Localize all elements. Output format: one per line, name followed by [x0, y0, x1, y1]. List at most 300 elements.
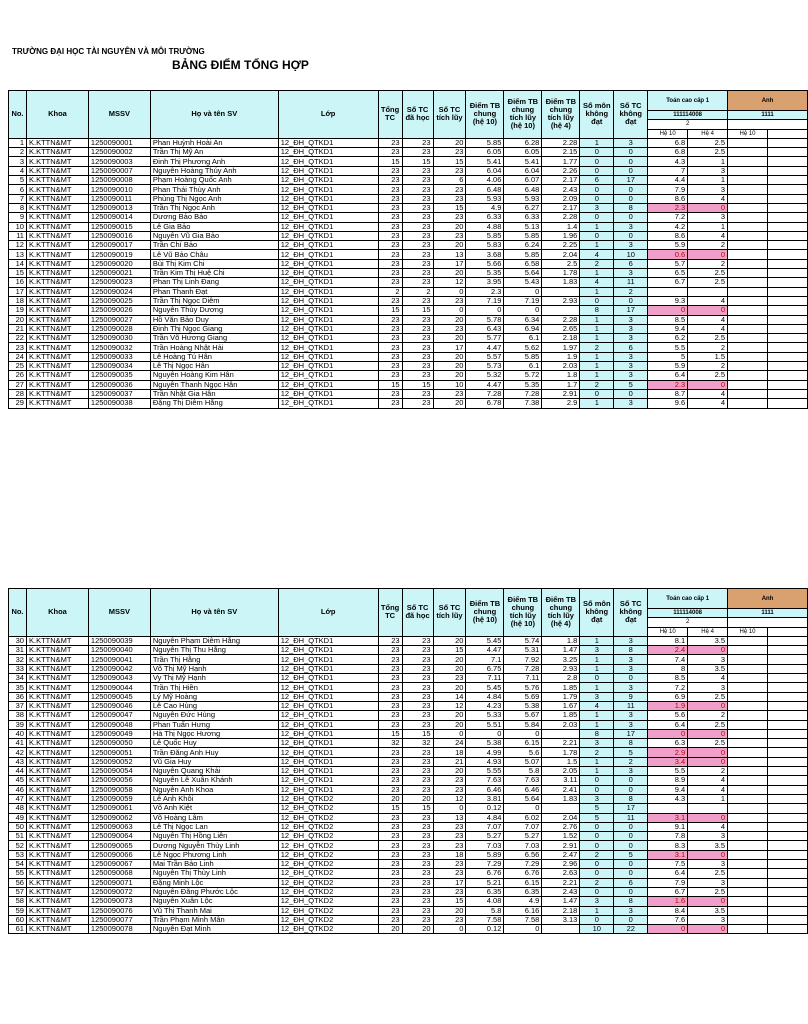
table-cell: Nguyễn Thị Thùy Linh	[150, 869, 278, 878]
table-row	[9, 636, 808, 645]
table-cell: 9.4	[648, 324, 688, 333]
table-cell: 12_ĐH_QTKD1	[278, 166, 378, 175]
table-cell: Phan Tuấn Hưng	[150, 720, 278, 729]
table-cell	[767, 692, 807, 701]
table-cell: 12_ĐH_QTKD1	[278, 213, 378, 222]
table-cell: 6.35	[504, 887, 542, 896]
table-cell: 2.5	[688, 371, 728, 380]
table-cell: 12_ĐH_QTKD1	[278, 389, 378, 398]
table-cell: 5.9	[648, 241, 688, 250]
table-cell: 7.29	[466, 860, 504, 869]
table-cell	[728, 674, 768, 683]
table-cell: 3	[614, 315, 648, 324]
table-row	[9, 925, 808, 934]
table-cell: 20	[433, 371, 466, 380]
table-cell: 24	[9, 352, 27, 361]
table-cell: 7.2	[648, 213, 688, 222]
table-cell: 1250090063	[88, 822, 150, 831]
table-cell: 3	[614, 711, 648, 720]
table-cell: 1.83	[542, 278, 580, 287]
table-cell: 2.25	[542, 241, 580, 250]
table-cell: 20	[433, 655, 466, 664]
table-cell: 0	[688, 646, 728, 655]
table-cell	[728, 222, 768, 231]
table-cell: 23	[402, 711, 433, 720]
subject-2-code: 1111	[728, 111, 808, 120]
table-cell: 0	[688, 897, 728, 906]
table-cell: 6.46	[504, 785, 542, 794]
table-cell: 12_ĐH_QTKD1	[278, 767, 378, 776]
empty-header	[767, 627, 807, 636]
table-cell: 58	[9, 897, 27, 906]
table-cell: 23	[378, 176, 402, 185]
table-cell: 1250090078	[88, 925, 150, 934]
table-cell: 6.34	[504, 315, 542, 324]
table-cell: 2	[580, 259, 614, 268]
table-cell: 1250090002	[88, 148, 150, 157]
table-cell: 4	[688, 231, 728, 240]
table-row	[9, 269, 808, 278]
table-cell	[767, 701, 807, 710]
table-cell: 5.8	[466, 906, 504, 915]
table-cell: 1	[580, 664, 614, 673]
table-cell: 6.33	[504, 213, 542, 222]
table-cell: 23	[378, 213, 402, 222]
table-cell: 23	[378, 278, 402, 287]
table-cell: 3	[580, 203, 614, 212]
table-cell: 0	[614, 915, 648, 924]
table-row	[9, 213, 808, 222]
table-cell	[728, 362, 768, 371]
table-cell: Trần Nhật Gia Hân	[150, 389, 278, 398]
table-cell: 23	[402, 860, 433, 869]
table-row	[9, 352, 808, 361]
table-cell: 6.04	[504, 166, 542, 175]
table-cell	[767, 324, 807, 333]
table-cell: 26	[9, 371, 27, 380]
table-cell: K.KTTN&MT	[26, 692, 88, 701]
table-cell: 12_ĐH_QTKD1	[278, 692, 378, 701]
table-cell: 23	[378, 399, 402, 408]
table-cell: 1250090073	[88, 897, 150, 906]
table-cell: Phan Thái Thùy Anh	[150, 185, 278, 194]
table-cell	[728, 269, 768, 278]
table-cell: 1250090007	[88, 166, 150, 175]
table-cell: 32	[9, 655, 27, 664]
table-cell: K.KTTN&MT	[26, 352, 88, 361]
subject-2-credits	[728, 618, 808, 627]
table-cell: 23	[378, 841, 402, 850]
table-cell: 15	[402, 729, 433, 738]
table-cell: 0	[614, 166, 648, 175]
col-no: No.	[9, 589, 27, 637]
table-cell: 23	[378, 371, 402, 380]
table-cell: 0	[614, 776, 648, 785]
table-cell: 0	[580, 213, 614, 222]
table-cell	[728, 636, 768, 645]
table-cell: 5.33	[466, 711, 504, 720]
table-cell: 23	[402, 701, 433, 710]
table-cell	[728, 296, 768, 305]
table-cell: 15	[433, 203, 466, 212]
table-cell	[728, 157, 768, 166]
table-cell: 23	[402, 878, 433, 887]
table-cell: 0	[504, 287, 542, 296]
table-cell: 2.21	[542, 739, 580, 748]
table-cell: 4.2	[648, 222, 688, 231]
table-cell: 3	[688, 213, 728, 222]
table-cell: 15	[378, 729, 402, 738]
table-cell: 23	[402, 250, 433, 259]
table-cell: 20	[433, 683, 466, 692]
table-cell: 23	[402, 822, 433, 831]
table-cell: 1250090044	[88, 683, 150, 692]
he4-label: Hệ 4	[688, 627, 728, 636]
table-row	[9, 813, 808, 822]
table-cell: 23	[402, 334, 433, 343]
table-cell: 6.94	[504, 324, 542, 333]
table-cell: Nguyễn Hoàng Kim Hân	[150, 371, 278, 380]
table-cell: 23	[402, 259, 433, 268]
col-tb-tl4: Điểm TB chung tích lũy (hệ 4)	[542, 91, 580, 139]
table-cell: 12_ĐH_QTKD2	[278, 897, 378, 906]
table-cell	[728, 399, 768, 408]
table-cell: 2	[580, 878, 614, 887]
table-cell: 2	[9, 148, 27, 157]
table-cell: K.KTTN&MT	[26, 324, 88, 333]
table-cell: 17	[433, 343, 466, 352]
table-row	[9, 897, 808, 906]
table-cell: 6.1	[504, 334, 542, 343]
table-cell: 8.9	[648, 776, 688, 785]
table-cell	[767, 767, 807, 776]
table-cell: 0	[580, 841, 614, 850]
table-cell: 12_ĐH_QTKD2	[278, 850, 378, 859]
table-cell: K.KTTN&MT	[26, 925, 88, 934]
table-cell: 12	[433, 278, 466, 287]
table-row	[9, 804, 808, 813]
table-cell: 1250090076	[88, 906, 150, 915]
school-name: TRƯỜNG ĐẠI HỌC TÀI NGUYÊN VÀ MÔI TRƯỜNG	[12, 47, 205, 56]
table-cell: 0	[614, 194, 648, 203]
table-cell: 7.92	[504, 655, 542, 664]
table-cell: 7.03	[504, 841, 542, 850]
table-cell: 2	[580, 748, 614, 757]
table-cell: 4	[688, 194, 728, 203]
table-cell: 1250090052	[88, 757, 150, 766]
table-row	[9, 757, 808, 766]
he10-label: Hệ 10	[648, 627, 688, 636]
table-cell: 12_ĐH_QTKD1	[278, 287, 378, 296]
table-cell: 7.28	[504, 664, 542, 673]
table-cell: 7.03	[466, 841, 504, 850]
table-cell: 12_ĐH_QTKD1	[278, 380, 378, 389]
table-cell	[728, 720, 768, 729]
table-cell: 0	[614, 674, 648, 683]
table-cell: 10	[580, 925, 614, 934]
table-cell: Nguyễn Anh Khoa	[150, 785, 278, 794]
table-cell: 1250090050	[88, 739, 150, 748]
table-cell: 23	[378, 655, 402, 664]
table-cell: K.KTTN&MT	[26, 315, 88, 324]
table-cell: Nguyễn Hoàng Thúy Anh	[150, 166, 278, 175]
table-cell: 9.4	[648, 785, 688, 794]
table-cell: 15	[378, 804, 402, 813]
table-row	[9, 315, 808, 324]
table-cell: 12_ĐH_QTKD1	[278, 222, 378, 231]
table-cell: 12_ĐH_QTKD1	[278, 278, 378, 287]
table-cell: 1	[688, 794, 728, 803]
table-cell: 12_ĐH_QTKD1	[278, 231, 378, 240]
table-cell: 2.03	[542, 362, 580, 371]
table-cell: 7.63	[504, 776, 542, 785]
table-cell: K.KTTN&MT	[26, 822, 88, 831]
table-cell: 1	[580, 906, 614, 915]
table-row	[9, 655, 808, 664]
table-cell	[767, 138, 807, 147]
table-cell: 1	[580, 399, 614, 408]
table-cell: 3.25	[542, 655, 580, 664]
table-cell: 12_ĐH_QTKD1	[278, 739, 378, 748]
table-cell: 30	[9, 636, 27, 645]
col-khoa: Khoa	[26, 589, 88, 637]
table-cell: Nguyễn Phạm Diễm Hằng	[150, 636, 278, 645]
table-cell	[767, 306, 807, 315]
table-cell: 8	[614, 646, 648, 655]
table-cell: 12_ĐH_QTKD1	[278, 664, 378, 673]
table-cell: 23	[402, 203, 433, 212]
table-cell: 2	[688, 362, 728, 371]
table-cell	[728, 850, 768, 859]
table-cell: 6.1	[504, 362, 542, 371]
table-cell: 12_ĐH_QTKD1	[278, 315, 378, 324]
table-row	[9, 711, 808, 720]
table-cell: 4	[688, 674, 728, 683]
table-cell: 2.5	[688, 138, 728, 147]
table-cell: K.KTTN&MT	[26, 166, 88, 175]
table-cell	[767, 250, 807, 259]
table-cell: 1.52	[542, 832, 580, 841]
table-cell: 1250090008	[88, 176, 150, 185]
table-cell: 23	[433, 185, 466, 194]
table-cell: K.KTTN&MT	[26, 203, 88, 212]
table-cell: Nguyễn Thị Hồng Liên	[150, 832, 278, 841]
table-cell	[767, 185, 807, 194]
table-cell: 2.5	[688, 692, 728, 701]
table-cell: 5	[614, 380, 648, 389]
table-cell	[767, 213, 807, 222]
table-cell: 19	[9, 306, 27, 315]
table-cell: 4.47	[466, 380, 504, 389]
table-cell: 15	[433, 157, 466, 166]
table-cell: 23	[433, 841, 466, 850]
table-cell: 2.17	[542, 203, 580, 212]
table-cell: 1250090025	[88, 296, 150, 305]
table-cell	[767, 757, 807, 766]
table-cell: 9	[614, 692, 648, 701]
table-cell: 23	[402, 269, 433, 278]
table-cell: 1	[688, 157, 728, 166]
table-cell: 23	[378, 315, 402, 324]
table-cell: 12	[9, 241, 27, 250]
col-tb-tl10: Điểm TB chung tích lũy (hệ 10)	[504, 91, 542, 139]
table-cell	[767, 906, 807, 915]
table-cell: 0.12	[466, 925, 504, 934]
table-cell: 1250090032	[88, 343, 150, 352]
table-cell: 23	[378, 878, 402, 887]
table-cell: 23	[402, 213, 433, 222]
table-cell: 23	[402, 785, 433, 794]
table-cell: Nguyễn Quang Khải	[150, 767, 278, 776]
table-cell: 20	[433, 906, 466, 915]
table-cell: 1.5	[542, 757, 580, 766]
table-cell	[728, 185, 768, 194]
table-cell: 0	[504, 925, 542, 934]
table-cell	[767, 203, 807, 212]
table-cell: Trần Thị Hiền	[150, 683, 278, 692]
col-khoa: Khoa	[26, 91, 88, 139]
table-cell: 5.67	[504, 711, 542, 720]
table-cell	[767, 711, 807, 720]
table-cell: 23	[402, 399, 433, 408]
table-cell: 0	[614, 185, 648, 194]
table-cell: 1.47	[542, 646, 580, 655]
table-cell: 20	[402, 794, 433, 803]
table-cell: 6.15	[504, 739, 542, 748]
table-cell: Lê Anh Khôi	[150, 794, 278, 803]
table-cell: 2.15	[542, 148, 580, 157]
table-cell: 15	[402, 804, 433, 813]
table-cell: 2.91	[542, 389, 580, 398]
table-cell: 2.5	[688, 148, 728, 157]
table-row	[9, 334, 808, 343]
table-cell: 23	[9, 343, 27, 352]
table-cell: 1250090021	[88, 269, 150, 278]
subject-2-code: 1111	[728, 609, 808, 618]
table-cell: 6.56	[504, 850, 542, 859]
table-cell: 15	[378, 306, 402, 315]
table-cell: 1	[580, 138, 614, 147]
table-cell: 1.8	[542, 636, 580, 645]
table-cell	[767, 148, 807, 157]
table-cell: 2	[580, 850, 614, 859]
table-cell: 23	[378, 767, 402, 776]
table-cell: 8.6	[648, 194, 688, 203]
table-cell: 12_ĐH_QTKD2	[278, 887, 378, 896]
table-cell: 2.93	[542, 664, 580, 673]
table-cell: 23	[402, 315, 433, 324]
table-cell: 0	[580, 296, 614, 305]
table-cell: 21	[433, 757, 466, 766]
table-cell: 1	[580, 315, 614, 324]
table-cell: 5.9	[648, 362, 688, 371]
table-row	[9, 241, 808, 250]
table-cell: 2.04	[542, 813, 580, 822]
table-cell: 0	[648, 306, 688, 315]
table-cell: 23	[433, 166, 466, 175]
table-cell: Nguyễn Thị Thu Hằng	[150, 646, 278, 655]
table-cell: 40	[9, 729, 27, 738]
table-cell: 3	[614, 222, 648, 231]
table-cell: 1	[580, 287, 614, 296]
table-cell: 1250090040	[88, 646, 150, 655]
table-cell	[728, 897, 768, 906]
table-cell	[767, 315, 807, 324]
table-cell: Nguyễn Đức Hùng	[150, 711, 278, 720]
table-cell: 23	[433, 869, 466, 878]
table-body	[9, 636, 808, 934]
table-cell: Phạm Hoàng Quốc Anh	[150, 176, 278, 185]
table-cell: 1250090056	[88, 776, 150, 785]
table-cell	[728, 832, 768, 841]
table-cell: 5.66	[466, 259, 504, 268]
table-cell: 1250090017	[88, 241, 150, 250]
table-cell: Đinh Thị Phương Anh	[150, 157, 278, 166]
table-cell: 23	[378, 785, 402, 794]
col-lop: Lớp	[278, 91, 378, 139]
table-cell: 20	[433, 352, 466, 361]
table-cell: 8	[614, 739, 648, 748]
table-cell: 1250090051	[88, 748, 150, 757]
table-cell: 1250090033	[88, 352, 150, 361]
table-cell: 7.58	[504, 915, 542, 924]
table-cell	[728, 785, 768, 794]
table-cell: 6.2	[648, 334, 688, 343]
table-cell: 8.5	[648, 315, 688, 324]
table-cell: 4.99	[466, 748, 504, 757]
table-cell: 1.85	[542, 711, 580, 720]
table-cell: 3	[614, 767, 648, 776]
table-cell: 33	[9, 664, 27, 673]
table-row	[9, 296, 808, 305]
table-cell: 17	[433, 878, 466, 887]
he10-label: Hệ 10	[728, 129, 768, 138]
table-cell: 5.85	[504, 352, 542, 361]
table-row	[9, 324, 808, 333]
table-cell: 5.85	[466, 138, 504, 147]
table-cell: 9.3	[648, 296, 688, 305]
table-cell: K.KTTN&MT	[26, 878, 88, 887]
table-cell: Võ Anh Kiệt	[150, 804, 278, 813]
col-mssv: MSSV	[88, 91, 150, 139]
table-cell: 12_ĐH_QTKD1	[278, 250, 378, 259]
table-cell: Võ Thị Mỹ Hạnh	[150, 664, 278, 673]
table-cell: 8	[614, 897, 648, 906]
table-cell: 21	[9, 324, 27, 333]
table-cell: 23	[433, 148, 466, 157]
subject-2-name: Anh	[728, 91, 808, 111]
table-cell: 23	[433, 296, 466, 305]
table-cell: 0	[614, 148, 648, 157]
table-cell: 5.76	[504, 683, 542, 692]
table-cell: 5.7	[648, 259, 688, 268]
table-cell: 5.32	[466, 371, 504, 380]
table-cell: 23	[378, 701, 402, 710]
table-cell: 6.33	[466, 213, 504, 222]
table-cell: 50	[9, 822, 27, 831]
table-row	[9, 259, 808, 268]
subject-1-code: 111114008	[648, 609, 728, 618]
table-cell: 3.5	[688, 664, 728, 673]
table-cell	[728, 878, 768, 887]
table-cell: 0	[614, 157, 648, 166]
table-cell: 12_ĐH_QTKD1	[278, 157, 378, 166]
table-cell: 0	[580, 148, 614, 157]
table-cell: 1250090024	[88, 287, 150, 296]
table-cell: 12_ĐH_QTKD1	[278, 371, 378, 380]
table-cell: 8	[648, 664, 688, 673]
table-cell: 0	[614, 785, 648, 794]
